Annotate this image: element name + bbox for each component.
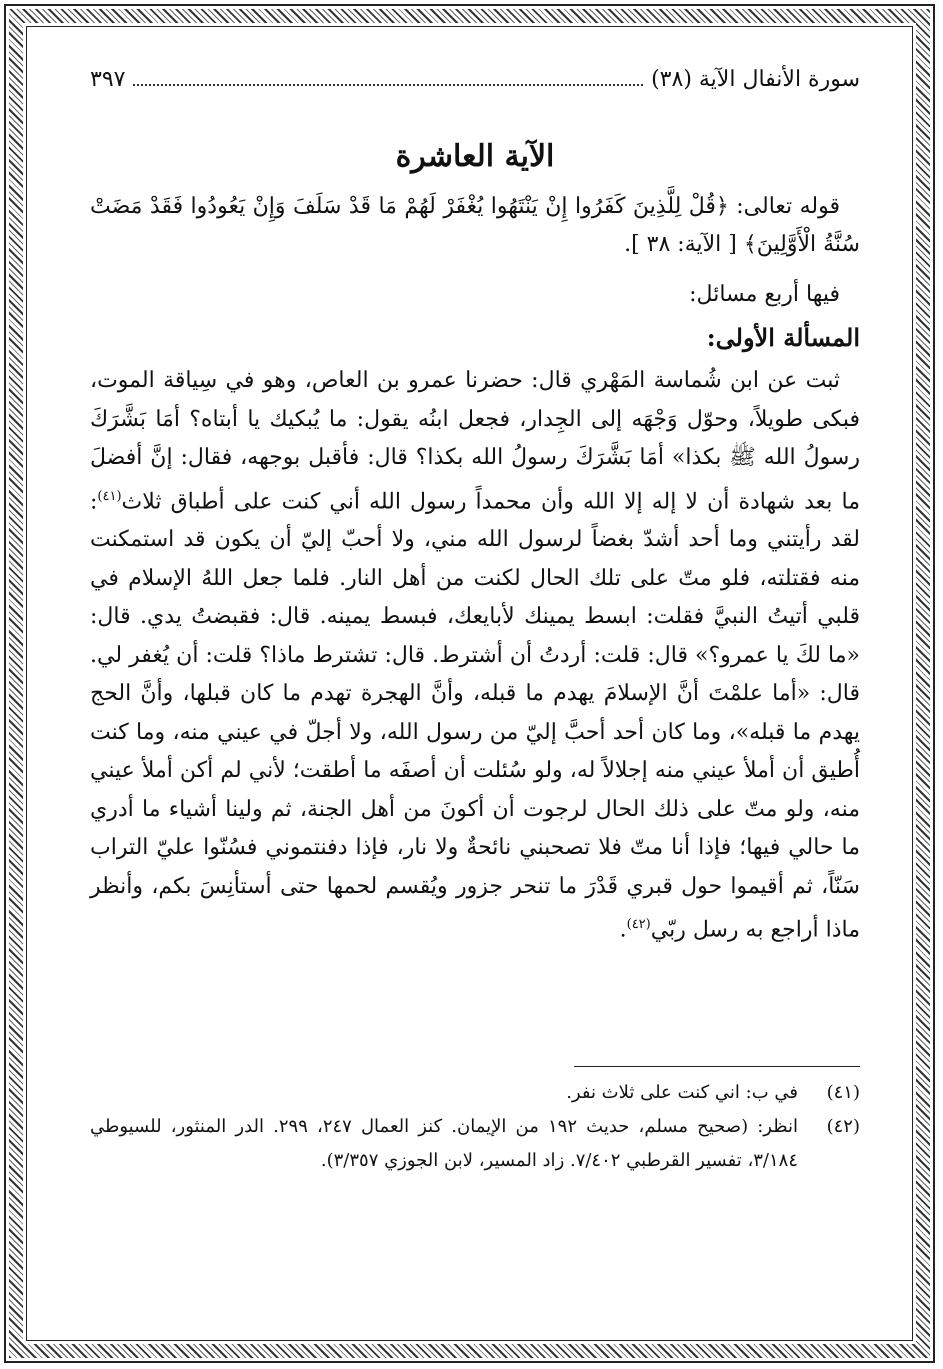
- issues-count: فيها أربع مسائل:: [689, 282, 840, 307]
- issue-heading: المسألة الأولى:: [706, 323, 860, 352]
- footnote-text: في ب: اني كنت على ثلاث نفر.: [566, 1082, 798, 1103]
- section-title: الآية العاشرة: [395, 139, 555, 174]
- verse-intro: قوله تعالى: ﴿قُلْ لِلَّذِينَ كَفَرُوا إِنْ يَنْتَهُوا يُغْفَرْ لَهُمْ مَا قَدْ سَلَفَ وَإِنْ يَعُودُوا فَقَدْ مَضَتْ سُنَّةُ الْأَوَّلِينَ﴾ [ الآية: ٣٨ ].: [90, 194, 860, 257]
- footnote-number: (٤١): [826, 1082, 860, 1103]
- leader-dots: [133, 66, 643, 86]
- footnote-ref-41[interactable]: (٤١): [97, 488, 122, 504]
- page-content: [90, 62, 860, 1322]
- surah-label: سورة الأنفال الآية (٣٨): [651, 67, 860, 92]
- body-text-part1: ثبت عن ابن شُماسة المَهْري قال: حضرنا عمرو بن العاص، وهو في سِياقة الموت، فبكى طويلاً، وحوّل وَجْهَه إلى الجِدار، فجعل ابنُه يقول: ما يُبكيك يا أبتاه؟ أمَا بَشَّرَكَ رسولُ الله ﷺ بكذا» أمَا بَشَّرَكَ رسولُ الله بكذا؟ قال: فأقبل بوجهه، فقال: إنَّ أفضلَ ما بعد شهادة أن لا إله إلا الله وأن محمداً رسول الله أني كنت على أطباق ثلاث: [90, 368, 860, 514]
- body-text-part2: : لقد رأيتني وما أحد أشدّ بغضاً لرسول الله مني، ولا أحبّ إليّ أن يكون قد استمكنت منه فقتلته، فلو متّ على تلك الحال لكنت من أهل النار. فلما جعل اللهُ الإسلام في قلبي أتيتُ النبيَّ فقلت: ابسط يمينك لأبايعك، فبسط يمينه. قال: فقبضتُ يدي. قال: «ما لكَ يا عمرو؟» قال: قلت: أردتُ أن أشترط. قال: تشترط ماذا؟ قلت: أن يُغفر لي. قال: «أما علمْتَ أنَّ الإسلامَ يهدم ما قبله، وأنَّ الهجرة تهدم ما كان قبلها، وأنَّ الحج يهدم ما قبله»، وما كان أحد أحبَّ إليّ من رسول الله، ولا أجلّ في عيني منه، وما كنت أُطيق أن أملأ عيني منه إجلالاً له، ولو سُئلت أن أصفَه ما أطقت؛ لأني لم أكن أملأ عيني منه، ولو متّ على ذلك الحال لرجوت أن أكونَ من أهل الجنة، ثم ولينا أشياء ما أدري ما حالي فيها؛ فإذا أنا متّ فلا تصحبني نائحةٌ ولا نار، فإذا دفنتموني فسُنّوا عليّ التراب سَنّاً، ثم أقيموا حول قبري قَدْرَ ما تنحر جزور ويُقسم لحمها حتى أستأنِسَ بكم، وأنظر ماذا أراجع به رسل ربّي: [90, 488, 861, 943]
- footnote-item: [90, 1110, 860, 1178]
- page-number: ٣٩٧: [90, 67, 126, 92]
- running-header: [90, 62, 860, 98]
- footnote-item: [90, 1076, 860, 1110]
- footnote-ref-42[interactable]: (٤٢): [626, 917, 651, 933]
- body-paragraph: [90, 362, 860, 950]
- footnote-number: (٤٢): [826, 1116, 860, 1137]
- footnote-text: انظر: (صحيح مسلم، حديث ١٩٢ من الإيمان. كنز العمال ٢٤٧، ٢٩٩. الدر المنثور، للسيوطي ٣/١٨٤، تفسير القرطبي ٧/٤٠٢. زاد المسير، لابن الجوزي ٣/٣٥٧).: [90, 1116, 799, 1171]
- body-text-end: .: [619, 917, 627, 943]
- footnotes: [90, 1076, 860, 1178]
- footnote-separator: [574, 1066, 860, 1067]
